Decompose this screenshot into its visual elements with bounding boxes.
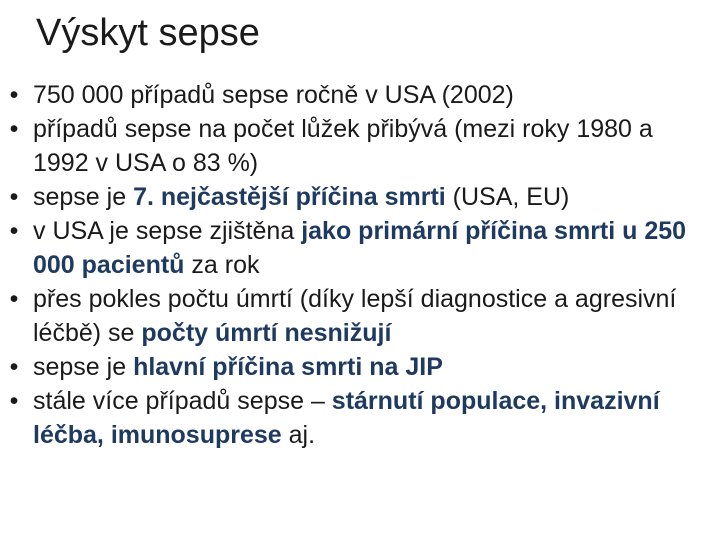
bullet-emphasis: 7. nejčastější příčina smrti xyxy=(133,183,446,211)
bullet-dot: • xyxy=(9,217,19,245)
bullet-text: sepse je xyxy=(33,183,134,211)
bullet-emphasis: počty úmrtí nesnižují xyxy=(141,319,392,347)
bullet-item xyxy=(0,180,712,214)
bullet-text: přes pokles počtu úmrtí (díky lepší diagnostice a agresivní léčbě) se xyxy=(33,285,677,347)
bullet-item xyxy=(0,282,712,350)
bullet-emphasis: jako primární příčina smrti u 250 000 pacientů xyxy=(33,217,687,279)
bullet-dot: • xyxy=(9,81,19,109)
bullet-text: v USA je sepse zjištěna xyxy=(33,217,302,245)
bullet-item xyxy=(0,214,712,282)
bullet-item xyxy=(0,384,712,452)
slide-title: Výskyt sepse xyxy=(36,12,260,54)
bullet-text: aj. xyxy=(281,421,316,449)
bullet-text: 750 000 případů sepse ročně v USA (2002) xyxy=(33,81,514,109)
bullet-emphasis: hlavní příčina smrti na JIP xyxy=(133,353,443,381)
bullet-list xyxy=(0,78,712,452)
bullet-dot: • xyxy=(9,183,19,211)
bullet-text: (USA, EU) xyxy=(445,183,570,211)
bullet-dot: • xyxy=(9,353,19,381)
bullet-item xyxy=(0,350,712,384)
bullet-item xyxy=(0,112,712,180)
bullet-dot: • xyxy=(9,115,19,143)
bullet-dot: • xyxy=(9,285,19,313)
bullet-text: sepse je xyxy=(33,353,134,381)
bullet-text: případů sepse na počet lůžek přibývá (mezi roky 1980 a 1992 v USA o 83 %) xyxy=(33,115,653,177)
bullet-dot: • xyxy=(9,387,19,415)
bullet-text: stále více případů sepse – xyxy=(33,387,332,415)
bullet-emphasis: stárnutí populace, invazivní léčba, imunosuprese xyxy=(33,387,660,449)
bullet-text: za rok xyxy=(184,251,260,279)
bullet-item xyxy=(0,78,712,112)
